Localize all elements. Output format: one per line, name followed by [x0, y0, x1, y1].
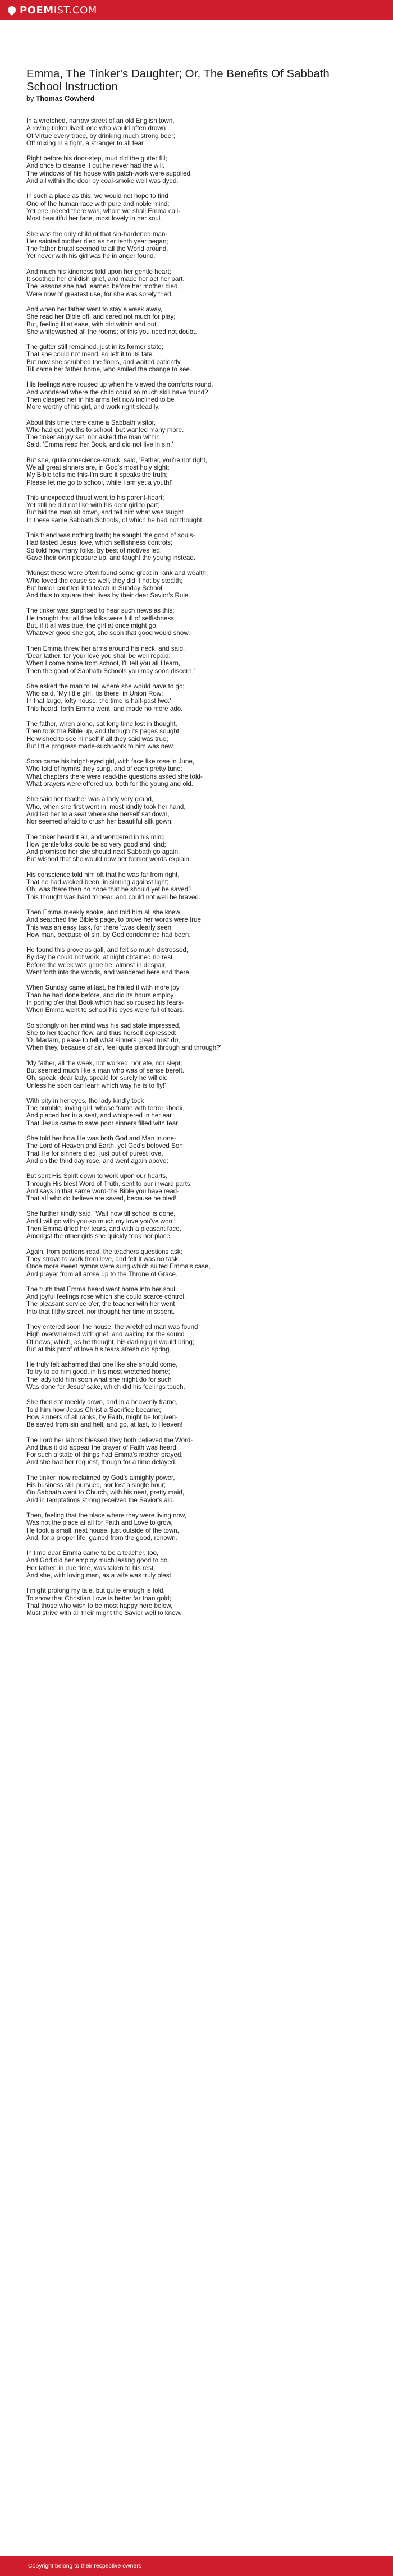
poem-line: Was not the place at all for Faith and Love to grow, — [26, 1519, 173, 1527]
poem-line: The tinker, now reclaimed by God's almighty power, — [26, 1474, 175, 1482]
poem-line: When they, because of sin, feel quite pierced through and through?' — [26, 1044, 221, 1052]
poem-line: And I will go with you-so much my love you've won.' — [26, 1217, 176, 1225]
poem-stanza — [26, 1248, 367, 1278]
poem-line: Had tasted Jesus' love, which selfishness controls; — [26, 539, 172, 547]
poem-line: Oft mixing in a fight, a stranger to all fear. — [26, 139, 145, 147]
poem-line: Amongst the other girls she quickly took her place. — [26, 1232, 172, 1240]
poem-line: 'Mongst these were often found some great in rank and wealth; — [26, 569, 208, 577]
site-logo-link[interactable] — [8, 4, 97, 16]
poem-line: Once more sweet hymns were sung which suited Emma's case, — [26, 1263, 211, 1271]
poem-line: His feelings were roused up when he viewed the comforts round, — [26, 381, 213, 389]
poem-line: Who loved the cause so well, they did it not by stealth; — [26, 577, 183, 585]
poem-line: That Jesus came to save poor sinners filled with fear. — [26, 1119, 180, 1127]
poem-line: Of Virtue every trace, by drinking much strong beer; — [26, 132, 176, 140]
poem-line: In that large, lofty house; the time is half-past two.' — [26, 697, 171, 705]
poem-stanza — [26, 1512, 367, 1542]
poem-line: Who told of hymns they sung, and of each pretty tune; — [26, 765, 182, 773]
poem-line: Yet never with his girl was he in anger found.' — [26, 252, 157, 260]
poem-stanza — [26, 1549, 367, 1579]
poem-line: Before the week was gone he, almost in despair, — [26, 961, 167, 969]
poem-line: This was an easy task, for there 'twas clearly seen — [26, 923, 172, 931]
poem-line: More worthy of his girl, and work right steadily. — [26, 403, 160, 411]
site-header — [0, 0, 393, 20]
poem-line: The gutter still remained, just in its former state; — [26, 343, 164, 351]
poem-line: The father brutal seemed to all the World around, — [26, 245, 168, 253]
poem-line: Oh, speak, dear lady, speak! for surely he will die — [26, 1074, 168, 1082]
poem-line: 'Dear father, for your love you shall be well repaid; — [26, 652, 171, 660]
poem-line: Then Emma dried her tears, and with a pleasant face, — [26, 1225, 181, 1233]
poem-line: Than he had done before, and did its hours employ — [26, 991, 174, 999]
poem-line: And she, with loving man, as a wife was truly blest. — [26, 1572, 173, 1580]
poem-line: When I come home from school, I'll tell you all I learn, — [26, 660, 181, 668]
poem-line: But bid the man sit down, and tell him what was taught — [26, 509, 184, 517]
poem-line: Till came her father home, who smiled the change to see. — [26, 366, 192, 374]
poem-line: How man, because of sin, by God condemned had been. — [26, 931, 191, 939]
poem-line: So told how many folks, by best of motives led, — [26, 546, 162, 554]
poem-line: My Bible tells me this-I'm sure it speaks the truth; — [26, 471, 168, 479]
poem-line: How gentlefolks could be so very good and kind; — [26, 840, 166, 848]
poem-stanza — [26, 494, 367, 524]
poem-line: The lady told him soon what she might do for such — [26, 1376, 172, 1383]
poem-line: She whitewashed all the rooms; of this you need not doubt. — [26, 328, 197, 335]
poem-line: On Sabbath went to Church, with his neat, pretty maid, — [26, 1489, 184, 1497]
poem-line: But now she scrubbed the floors, and waited patiently, — [26, 358, 182, 366]
poem-stanza — [26, 1474, 367, 1504]
poem-stanza — [26, 683, 367, 712]
poem-line: The tinker angry sat, nor asked the man within; — [26, 434, 162, 441]
poem-line: Nor seemed afraid to crush her beautiful silk gown. — [26, 818, 173, 826]
poem-line: That she could not mend, so left it to its fate. — [26, 351, 154, 358]
poem-line: Told him how Jesus Christ a Sacrifice became; — [26, 1406, 161, 1414]
poem-stanza — [26, 758, 367, 788]
poem-line: Were now of greatest use, for she was sorely tried. — [26, 290, 173, 298]
poem-line: And much his kindness told upon her gentle heart; — [26, 268, 171, 275]
poem-line: And she had her request, though for a time delayed. — [26, 1459, 177, 1466]
poem-line: Into that filthy street, nor thought her time misspent. — [26, 1308, 175, 1315]
poem-stanza — [26, 1097, 367, 1127]
poem-stanza — [26, 795, 367, 825]
poem-line: And all within the door by coal-smoke well was dyed. — [26, 177, 179, 185]
poem-line: His conscience told him oft that he was far from right, — [26, 871, 180, 878]
poem-line: This unexpected thrust went to his parent-heart; — [26, 494, 164, 502]
poem-line: That He for sinners died, just out of purest love, — [26, 1149, 163, 1157]
poem-line: They entered soon the house; the wretched man was found — [26, 1323, 198, 1331]
poem-line: The Lord of Heaven and Earth, yet God's beloved Son; — [26, 1142, 185, 1150]
poem-line: And when her father went to stay a week away, — [26, 305, 163, 313]
poem-line: Right before his door-step, mud did the gutter fill; — [26, 155, 167, 163]
poem-line: Who had got youths to school, but wanted many more. — [26, 426, 184, 434]
poem-line: And promised her she should next Sabbath go again, — [26, 848, 180, 856]
poem-stanza — [26, 268, 367, 298]
poem-line: To show that Christian Love is better far than gold; — [26, 1594, 171, 1602]
poem-line: About this time there came a Sabbath visitor, — [26, 418, 156, 426]
poem-line: She said her teacher was a lady very grand, — [26, 795, 154, 803]
poem-line: 'My father, all the week, not worked, nor ate, nor slept; — [26, 1059, 182, 1067]
poem-line: What chapters there were read-the questions asked she told- — [26, 772, 203, 780]
poem-line: Yet one indeed there was, whom we shall Emma call- — [26, 207, 181, 215]
poem-line: And thus it did appear the prayer of Faith was heard. — [26, 1443, 179, 1451]
poem-line: But, feeling ill at ease, with dirt within and out — [26, 320, 157, 328]
poem-line: Through His blest Word of Truth, sent to our inward parts; — [26, 1180, 192, 1188]
poem-line: And searched the Bible's page, to prove her words were true. — [26, 916, 203, 924]
poem-line: Unless he soon can learn which way he is to fly!' — [26, 1082, 166, 1089]
poem-line: I might prolong my tale, but quite enough is told, — [26, 1587, 165, 1595]
poem-stanza — [26, 231, 367, 260]
site-footer — [0, 2556, 393, 2576]
poem-line: Of news, which, as he thought, his darling girl would bring; — [26, 1338, 195, 1346]
poem-line: The father, when alone, sat long time lost in thought, — [26, 720, 177, 728]
site-logo-text — [20, 4, 97, 16]
poem-line: Was done for Jesus' sake, which did his feelings touch. — [26, 1383, 185, 1391]
poem-stanza — [26, 457, 367, 486]
poem-line: But, if it all was true, the girl at once might go; — [26, 622, 158, 630]
poem-line: In time dear Emma came to be a teacher, too, — [26, 1549, 159, 1557]
poem-stanza — [26, 532, 367, 562]
poem-line: And led her to a seat where she herself sat down, — [26, 810, 170, 818]
poem-stanza — [26, 834, 367, 863]
poem-stanza — [26, 1286, 367, 1315]
poem-stanza — [26, 1022, 367, 1052]
poem-line: With pity in her eyes, the lady kindly took — [26, 1097, 144, 1105]
poem-line: Oh, was there then no hope that he should yet be saved? — [26, 886, 192, 894]
poem-line: Her father, in due time, was taken to his rest, — [26, 1564, 156, 1572]
poem-line: In poring o'er that Book which had so roused his fears- — [26, 999, 184, 1006]
logo-pin-icon — [6, 4, 17, 16]
poem-line: Whatever good she got, she soon that good would show. — [26, 629, 190, 637]
poem-line: Most beautiful her face, most lovely in her soul. — [26, 215, 162, 223]
poem-line: Who, when she first went in, most kindly took her hand, — [26, 803, 186, 811]
poem-line: The truth that Emma heard went home into her soul, — [26, 1285, 177, 1293]
poem-stanza — [26, 946, 367, 976]
poem-line: And once to cleanse it out he never had the will. — [26, 162, 165, 170]
poem-stanza — [26, 1323, 367, 1353]
poem-line: High overwhelmed with grief, and waiting for the sound — [26, 1331, 185, 1338]
poem-line: The lessons she had learned before her mother died, — [26, 283, 180, 291]
poem-line: Yet still he did not like with his dear girl to part; — [26, 502, 160, 509]
poem-stanza — [26, 192, 367, 222]
poem-stanza — [26, 720, 367, 750]
poem-line: And thus to square their lives by their dear Savior's Rule. — [26, 592, 190, 600]
logo-light-part: IST.COM — [53, 4, 97, 16]
poem-line: This heard, forth Emma went, and made no more ado. — [26, 705, 183, 712]
poem-stanza — [26, 155, 367, 185]
poem-line: That those who wish to be most happy here below, — [26, 1602, 173, 1609]
poem-line: One of the human race with pure and noble mind; — [26, 200, 170, 208]
poem-line: They strove to work from love, and felt it was no task; — [26, 1255, 180, 1263]
poem-line: The tinker was surprised to hear such news as this; — [26, 607, 175, 615]
poem-line: Then, feeling that the place where they were living now, — [26, 1511, 186, 1519]
poem-body — [26, 117, 367, 1617]
poem-line: Gave their own pleasure up, and taught the young instead. — [26, 554, 196, 562]
poem-line: And in temptations strong received the Savior's aid. — [26, 1496, 175, 1504]
poem-stanza — [26, 117, 367, 147]
poem-stanza — [26, 607, 367, 637]
poem-stanza — [26, 343, 367, 373]
poem-line: And placed her in a seat, and whispered in her ear — [26, 1112, 172, 1120]
poem-stanza — [26, 909, 367, 939]
poem-line: This friend was nothing loath; he sought the good of souls- — [26, 532, 195, 540]
copyright-text: Copyright belong to their respective owners — [28, 2563, 141, 2569]
poem-stanza — [26, 306, 367, 335]
poem-line: He thought that all fine folks were full of selfishness; — [26, 614, 176, 622]
poem-line: In these same Sabbath Schools, of which he had not thought. — [26, 516, 204, 524]
poem-line: She then sat meekly down, and in a heavenly frame, — [26, 1399, 178, 1406]
poem-line: When Emma went to school his eyes were full of tears. — [26, 1006, 185, 1014]
poem-line: For such a state of things had Emma's mother prayed, — [26, 1451, 183, 1459]
poem-line: So strongly on her mind was his sad state impressed, — [26, 1022, 181, 1029]
poem-line: In a wretched, narrow street of an old English town, — [26, 117, 175, 125]
poem-line: Please let me go to school, while I am yet a youth!' — [26, 479, 172, 486]
poem-stanza — [26, 984, 367, 1014]
poem-stanza — [26, 1399, 367, 1428]
poem-line: Said, 'Emma read her Book, and did not live in sin.' — [26, 441, 173, 449]
poem-stanza — [26, 1172, 367, 1202]
poem-line: But little progress made-such work to him was new. — [26, 742, 175, 750]
poem-line: By day he could not work, at night obtained no rest. — [26, 954, 175, 962]
poem-line: She further kindly said, 'Wait now till school is done, — [26, 1210, 176, 1218]
poem-line: The humble, loving girl, whose frame with terror shook, — [26, 1105, 185, 1112]
poem-line: The tinker heard it all, and wondered in his mind — [26, 833, 165, 841]
poem-line: And says in that same word-the Bible you have read- — [26, 1187, 179, 1195]
poem-stanza — [26, 569, 367, 599]
poem-stanza — [26, 645, 367, 675]
poem-line: He truly felt ashamed that one like she should come, — [26, 1361, 178, 1369]
poem-line: But honor counted it to teach in Sunday School, — [26, 584, 164, 592]
poem-line: She was the only child of that sin-hardened man- — [26, 230, 168, 238]
poem-line: To try to do him good, in his most wretched home; — [26, 1368, 170, 1376]
logo-bold-part: POEM — [20, 4, 54, 16]
poem-stanza — [26, 1361, 367, 1391]
poem-line: He found this prove as gall, and felt so much distressed, — [26, 946, 189, 954]
poem-line: But wished that she would now her former words explain. — [26, 855, 191, 863]
poem-line: Then the good of Sabbath Schools you may soon discern.' — [26, 667, 195, 675]
poem-line: This thought was hard to bear, and could not well be braved. — [26, 893, 201, 901]
poem-line: Be saved from sin and hell, and go, at last, to Heaven! — [26, 1421, 183, 1429]
poem-line: And, for a proper life, gained from the good, renown. — [26, 1534, 177, 1542]
poem-line: And God did her employ much lasting good to do. — [26, 1557, 170, 1565]
poem-line: But at this proof of love his tears afresh did spring. — [26, 1345, 171, 1353]
poem-line: He took a small, neat house, just outside of the town, — [26, 1526, 179, 1534]
poem-line: What prayers were offered up, both for the young and old. — [26, 780, 193, 788]
poem-line: His business still pursued, nor lost a single hour; — [26, 1482, 166, 1489]
poem-line: But sent His Spirit down to work upon our hearts, — [26, 1172, 168, 1180]
poem-title: Emma, The Tinker's Daughter; Or, The Benefits Of Sabbath School Instruction — [26, 67, 330, 93]
poem-line: Must strive with all their might the Savior well to know. — [26, 1609, 182, 1617]
poem-content — [0, 20, 393, 1631]
author-link[interactable]: Thomas Cowherd — [35, 95, 95, 103]
poem-line: And on the third day rose, and went again above; — [26, 1157, 168, 1165]
poem-line: Again, from portions read, the teachers questions ask; — [26, 1248, 182, 1255]
poem-stanza — [26, 1437, 367, 1466]
poem-stanza — [26, 1060, 367, 1089]
poem-line: How sinners of all ranks, by Faith, might be forgiven- — [26, 1413, 178, 1421]
poem-stanza — [26, 871, 367, 901]
poem-line: But she, quite conscience-struck, said, 'Father, you're not right, — [26, 456, 208, 464]
poem-line: The Lord her labors blessed-they both believed the Word- — [26, 1436, 193, 1444]
poem-line: And wondered where the child could so much skill have found? — [26, 388, 208, 396]
poem-line: She read her Bible oft, and cared not much for play; — [26, 313, 176, 321]
poem-line: It soothed her childish grief, and made her act her part. — [26, 275, 185, 283]
poem-line: But seemed much like a man who was of sense bereft. — [26, 1066, 184, 1074]
poem-line: We all great sinners are, in God's most holy sight; — [26, 463, 170, 471]
poem-line: She to her teacher flew, and thus herself expressed: — [26, 1029, 177, 1037]
poem-line: She asked the man to tell where she would have to go; — [26, 682, 185, 690]
poem-stanza — [26, 1587, 367, 1617]
byline-prefix: by — [26, 95, 34, 103]
poem-stanza — [26, 381, 367, 411]
poem-line: When Sunday came at last, he hailed it with more joy — [26, 984, 180, 992]
poem-line: Then Emma meekly spoke, and told him all she knew; — [26, 908, 182, 916]
poem-line: And prayer from all arose up to the Throne of Grace. — [26, 1270, 178, 1278]
poem-stanza — [26, 1135, 367, 1165]
poem-line: That he had wicked been, in sinning against light; — [26, 878, 169, 886]
poem-line: 'O, Madam, please to tell what sinners great must do, — [26, 1037, 180, 1045]
poem-line: Went forth into the woods, and wandered here and there. — [26, 969, 191, 977]
poem-line: Her sainted mother died as her tenth year began; — [26, 237, 168, 245]
poem-line: Then Emma threw her arms around his neck, and said, — [26, 645, 185, 652]
poem-line: That all who do believe are saved, because he bled! — [26, 1195, 177, 1203]
poem-line: She told her how He was both God and Man in one- — [26, 1135, 176, 1143]
poem-line: Then clasped her in his arms felt now inclined to be — [26, 395, 175, 403]
poem-line: Who said, 'My little girl, 'tis there, in Union Row; — [26, 690, 163, 698]
poem-line: Then took the Bible up, and through its pages sought; — [26, 728, 181, 735]
poem-stanza — [26, 1210, 367, 1240]
poem-line: A roving tinker lived; one who would often drown — [26, 125, 166, 132]
poem-line: The windows of his house with patch-work were supplied, — [26, 169, 193, 177]
poem-line: And joyful feelings rose which she could scarce control. — [26, 1293, 186, 1301]
poem-line: In such a place as this, we would not hope to find — [26, 192, 168, 200]
poem-byline — [26, 95, 367, 103]
poem-line: The pleasant service o'er, the teacher with her went — [26, 1300, 175, 1308]
poem-line: He wished to see himself if all they said was true; — [26, 735, 168, 743]
poem-line: Soon came his bright-eyed girl, with face like rose in June, — [26, 758, 195, 766]
poem-stanza — [26, 419, 367, 449]
